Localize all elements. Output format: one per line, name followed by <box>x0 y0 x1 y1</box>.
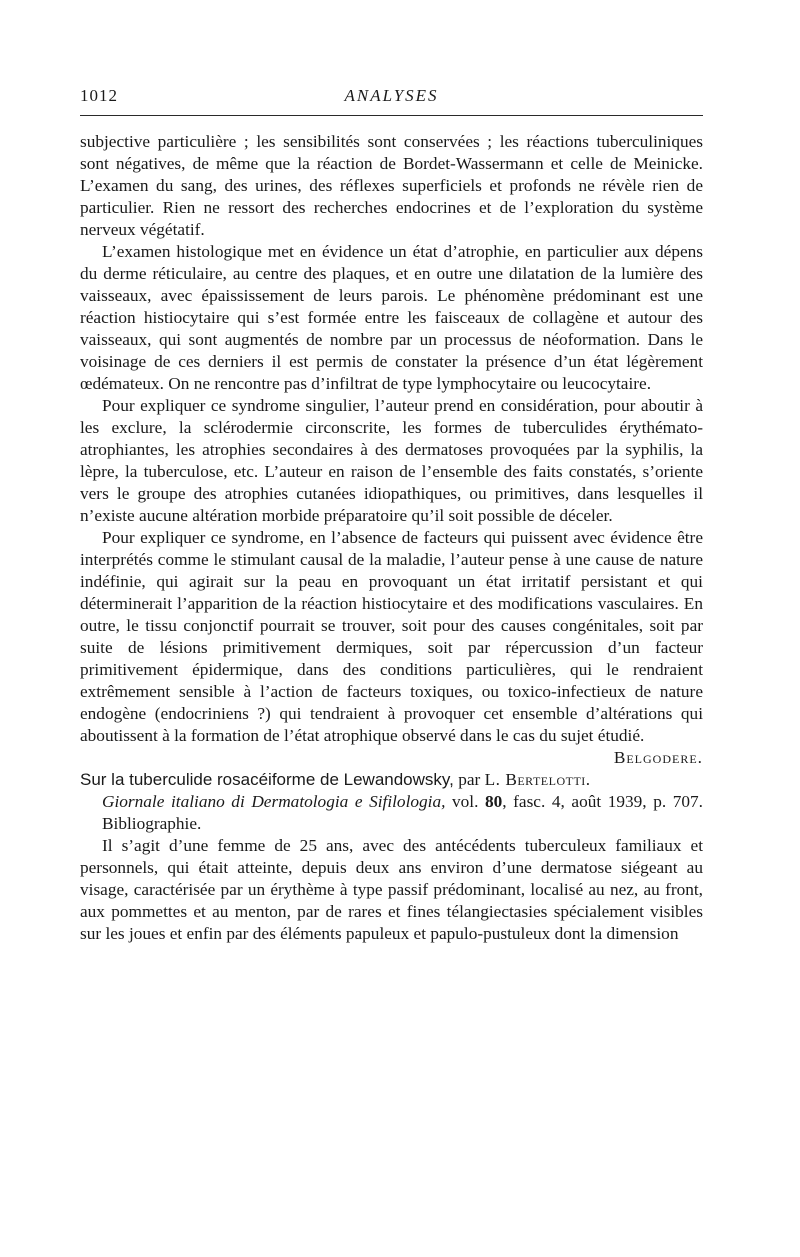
article-title: Sur la tuberculide rosacéiforme de Lewandowsky, <box>80 770 454 789</box>
running-head: ANALYSES <box>344 86 439 105</box>
article-author: L. Bertelotti. <box>484 770 591 789</box>
vol-label: vol. <box>452 792 479 811</box>
body-text <box>80 131 703 945</box>
header-rule <box>80 115 703 116</box>
article-by: par <box>458 770 481 789</box>
signature: Belgodere. <box>613 748 703 767</box>
paragraph: L’examen histologique met en évidence un état d’atrophie, en particulier aux dépens du derme réticulaire, au centre des plaques, et en outre une dilatation de la lumière des vaisseaux, avec épaississement de leurs parois. Le phénomène prédominant est une réaction histiocytaire qui s’est formée entre les faisceaux de collagène et autour des vaisseaux, qui sont augmentés de nombre par un processus de néoformation. Dans le voisinage de ces derniers il est permis de constater la présence d’un état légèrement œdémateux. On ne rencontre pas d’infiltrat de type lymphocytaire ou leucocytaire. <box>80 242 703 393</box>
article-body: Il s’agit d’une femme de 25 ans, avec des antécédents tuberculeux familiaux et personnels, qui était atteinte, depuis deux ans environ d’une dermatose siégeant au visage, caractérisée par un érythème à type passif prédominant, localisé au nez, au front, aux pommettes et au menton, par de rares et fines télangiectasies spécialement visibles sur les joues et enfin par des éléments papuleux et papulo-pustuleux dont la dimension <box>80 836 703 943</box>
issue-date: août 1939, <box>571 792 647 811</box>
page-number: 1012 <box>80 86 118 105</box>
fasc-label: fasc. <box>513 792 546 811</box>
vol-number: 80 <box>484 792 503 811</box>
fasc-number: 4 <box>551 792 561 811</box>
page-ref: p. 707. Bibliographie. <box>102 792 703 833</box>
paragraph: subjective particulière ; les sensibilités sont conservées ; les réactions tuberculiniques sont négatives, de même que la réaction de Bordet-Wassermann et celle de Meinicke. L’examen du sang, des urines, des réflexes superficiels et profonds ne révèle rien de particulier. Rien ne ressort des recherches endocrines et de l’exploration du système nerveux végétatif. <box>80 132 703 239</box>
article-citation: Giornale italiano di Dermatologia e Sifilologia, vol. 80, fasc. 4, août 1939, p. 707. Bibliographie. <box>102 792 703 833</box>
paragraph: Pour expliquer ce syndrome, en l’absence de facteurs qui puissent avec évidence être interprétés comme le stimulant causal de la maladie, l’auteur pense à une cause de nature indéfinie, qui agirait sur la peau en provoquant un état irritatif persistant et qui déterminerait l’apparition de la réaction histiocytaire et des modifications vasculaires. En outre, le tissu conjonctif pourrait se trouver, soit pour des causes congénitales, soit par suite de lésions primitivement dermiques, soit par répercussion d’un facteur primitivement épidermique, dans des conditions particulières, qui le rendraient extrêmement sensible à l’action de facteurs toxiques, ou toxico-infectieux de nature endogène (endocriniens ?) qui tendraient à provoquer cet ensemble d’altérations qui aboutissent à la formation de l’état atrophique observé dans le cas du sujet étudié. <box>80 528 703 745</box>
paragraph: Pour expliquer ce syndrome singulier, l’auteur prend en considération, pour aboutir à les exclure, la sclérodermie circonscrite, les formes de tuberculides érythémato-atrophiantes, les atrophies secondaires à des dermatoses provoquées par la syphilis, la lèpre, la tuberculose, etc. L’auteur en raison de l’ensemble des faits constatés, s’oriente vers le groupe des atrophies cutanées idiopathiques, ou primitives, dans lesquelles il n’existe aucune altération morbide préparatoire qu’il soit possible de déceler. <box>80 396 703 525</box>
page-header <box>80 86 703 114</box>
article-heading <box>80 769 703 791</box>
journal-name: Giornale italiano di Dermatologia e Sifilologia, <box>102 792 446 811</box>
